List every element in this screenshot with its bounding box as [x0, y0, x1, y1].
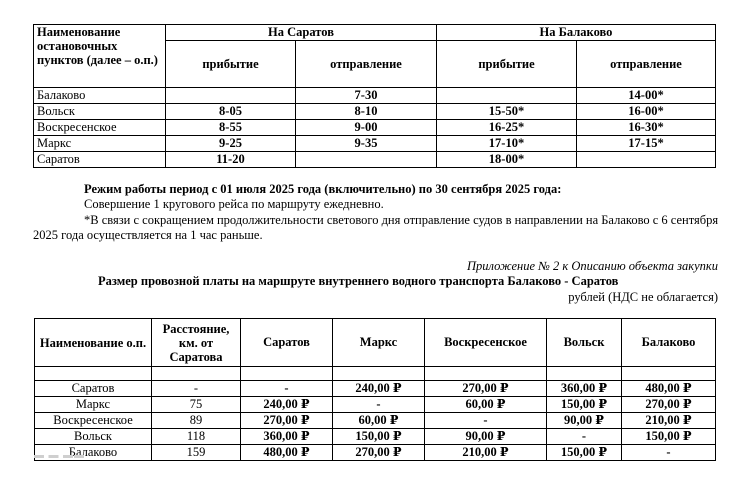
departure-header: отправление [577, 41, 716, 88]
fare-price: 270,00 ₽ [622, 397, 716, 413]
fare-header-volsk: Вольск [547, 319, 622, 367]
fare-price: 210,00 ₽ [622, 413, 716, 429]
schedule-stop-name: Воскресенское [34, 120, 166, 136]
fare-price: - [333, 397, 425, 413]
schedule-stop-name: Вольск [34, 104, 166, 120]
schedule-time: 16-00* [577, 104, 716, 120]
schedule-time: 8-10 [296, 104, 437, 120]
fare-stop-name: Балаково [35, 445, 152, 461]
fare-row [35, 445, 716, 461]
fare-stop-name: Маркс [35, 397, 152, 413]
fare-price: 150,00 ₽ [622, 429, 716, 445]
fare-row [35, 429, 716, 445]
fare-price: 270,00 ₽ [241, 413, 333, 429]
schedule-note: Совершение 1 кругового рейса по маршруту ежедневно. [84, 197, 384, 211]
schedule-time: 18-00* [437, 152, 577, 168]
schedule-time: 15-50* [437, 104, 577, 120]
schedule-time [577, 152, 716, 168]
departure-header: отправление [296, 41, 437, 88]
schedule-table [33, 24, 716, 168]
fare-price: - [241, 381, 333, 397]
fare-distance: 75 [152, 397, 241, 413]
schedule-time: 16-30* [577, 120, 716, 136]
fare-price: 480,00 ₽ [622, 381, 716, 397]
appendix-label: Приложение № 2 к Описанию объекта закупки [466, 259, 718, 273]
fare-row [35, 381, 716, 397]
schedule-stop-name: Маркс [34, 136, 166, 152]
fare-price: - [622, 445, 716, 461]
fare-price: 270,00 ₽ [333, 445, 425, 461]
fare-price: 60,00 ₽ [333, 413, 425, 429]
fare-distance: 118 [152, 429, 241, 445]
schedule-stop-name: Саратов [34, 152, 166, 168]
arrival-header: прибытие [166, 41, 296, 88]
schedule-footnote: *В связи с сокращением продолжительности светового дня отправление судов в направлении на Балаково с 6 сентября 2025 года осуществляется на 1 час раньше. [33, 213, 719, 242]
fare-header-marks: Маркс [333, 319, 425, 367]
fare-title: Размер провозной платы на маршруте внутреннего водного транспорта Балаково - Саратов [98, 274, 619, 288]
schedule-time: 17-10* [437, 136, 577, 152]
arrival-header: прибытие [437, 41, 577, 88]
schedule-row [34, 136, 716, 152]
fare-header-stop: Наименование о.п. [35, 319, 152, 367]
fare-price: 480,00 ₽ [241, 445, 333, 461]
fare-price: 210,00 ₽ [425, 445, 547, 461]
fare-header-saratov: Саратов [241, 319, 333, 367]
fare-price: 360,00 ₽ [241, 429, 333, 445]
schedule-time [296, 152, 437, 168]
fare-units: рублей (НДС не облагается) [568, 290, 718, 304]
fare-price: 360,00 ₽ [547, 381, 622, 397]
schedule-time: 9-25 [166, 136, 296, 152]
fare-stop-name: Вольск [35, 429, 152, 445]
fare-price: 270,00 ₽ [425, 381, 547, 397]
fare-table [34, 318, 716, 461]
watermark-text: ▬ ▬ ▬▬ [34, 450, 85, 461]
schedule-time: 9-35 [296, 136, 437, 152]
fare-price: - [425, 413, 547, 429]
schedule-time: 8-05 [166, 104, 296, 120]
schedule-row [34, 104, 716, 120]
schedule-time: 14-00* [577, 88, 716, 104]
fare-price: 150,00 ₽ [547, 397, 622, 413]
schedule-time: 11-20 [166, 152, 296, 168]
fare-price: - [547, 429, 622, 445]
fare-distance: 89 [152, 413, 241, 429]
fare-price: 90,00 ₽ [547, 413, 622, 429]
fare-price: 150,00 ₽ [333, 429, 425, 445]
schedule-stop-name: Балаково [34, 88, 166, 104]
fare-stop-name: Саратов [35, 381, 152, 397]
schedule-row [34, 120, 716, 136]
fare-row [35, 413, 716, 429]
fare-price: 60,00 ₽ [425, 397, 547, 413]
direction-balakovo-header: На Балаково [437, 25, 716, 41]
fare-price: 240,00 ₽ [241, 397, 333, 413]
fare-price: 240,00 ₽ [333, 381, 425, 397]
stop-header: Наименование остановочных пунктов (далее – о.п.) [34, 25, 166, 88]
schedule-time: 17-15* [577, 136, 716, 152]
fare-distance: 159 [152, 445, 241, 461]
fare-price: 150,00 ₽ [547, 445, 622, 461]
fare-header-distance: Расстояние, км. от Саратова [152, 319, 241, 367]
direction-saratov-header: На Саратов [166, 25, 437, 41]
schedule-time: 9-00 [296, 120, 437, 136]
fare-price: 90,00 ₽ [425, 429, 547, 445]
schedule-time: 7-30 [296, 88, 437, 104]
fare-header-balakovo: Балаково [622, 319, 716, 367]
schedule-row [34, 88, 716, 104]
schedule-time: 8-55 [166, 120, 296, 136]
schedule-time [166, 88, 296, 104]
schedule-period-heading: Режим работы период с 01 июля 2025 года (включительно) по 30 сентября 2025 года: [84, 182, 562, 196]
schedule-row [34, 152, 716, 168]
fare-distance: - [152, 381, 241, 397]
schedule-time: 16-25* [437, 120, 577, 136]
fare-stop-name: Воскресенское [35, 413, 152, 429]
fare-spacer-row [35, 367, 716, 381]
fare-header-voskresenskoe: Воскресенское [425, 319, 547, 367]
schedule-time [437, 88, 577, 104]
fare-row [35, 397, 716, 413]
